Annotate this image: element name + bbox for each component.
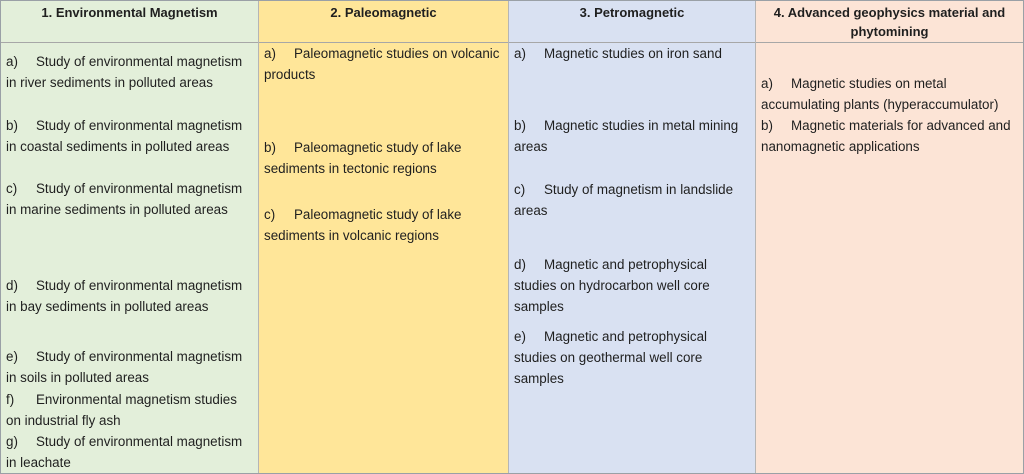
item-marker: b) [514, 118, 526, 133]
item-text: Magnetic studies on metal accumulating plants (hyperaccumulator) [761, 76, 999, 113]
item-text: Study of environmental magnetism in river sediments in polluted areas [6, 54, 243, 91]
item-marker: a) [514, 46, 526, 61]
column-environmental-magnetism [1, 1, 258, 473]
list-item [6, 275, 254, 317]
item-text: Magnetic studies on iron sand [544, 46, 722, 61]
item-text: Study of environmental magnetism in coastal sediments in polluted areas [6, 118, 243, 155]
list-item [6, 51, 254, 93]
item-text: Study of environmental magnetism in marine sediments in polluted areas [6, 181, 243, 218]
item-marker: b) [264, 140, 276, 155]
item-text: Paleomagnetic studies on volcanic products [264, 46, 500, 83]
item-marker: b) [6, 118, 18, 133]
item-marker: e) [514, 329, 526, 344]
item-marker: c) [6, 181, 18, 196]
item-text: Paleomagnetic study of lake sediments in volcanic regions [264, 207, 462, 244]
list-item [514, 254, 751, 318]
column-petromagnetic [508, 1, 755, 473]
list-item [264, 204, 504, 246]
item-text: Magnetic studies in metal mining areas [514, 118, 739, 155]
item-marker: a) [6, 54, 18, 69]
list-item [264, 137, 504, 179]
item-marker: c) [514, 182, 526, 197]
item-text: Magnetic and petrophysical studies on geothermal well core samples [514, 329, 708, 387]
list-item [761, 115, 1019, 157]
item-marker: d) [6, 278, 18, 293]
list-item [514, 179, 751, 221]
item-text: Study of environmental magnetism in bay sediments in polluted areas [6, 278, 243, 315]
list-item [264, 43, 504, 85]
item-marker: b) [761, 118, 773, 133]
item-marker: g) [6, 434, 18, 449]
column-header: 4. Advanced geophysics material and phytomining [756, 1, 1023, 43]
list-item [514, 43, 751, 64]
item-marker: c) [264, 207, 276, 222]
column-header: 1. Environmental Magnetism [1, 1, 258, 43]
list-item [6, 431, 254, 473]
column-paleomagnetic [258, 1, 508, 473]
item-text: Magnetic materials for advanced and nanomagnetic applications [761, 118, 1011, 155]
column-advanced-geophysics [755, 1, 1023, 473]
list-item [6, 389, 254, 431]
column-header: 2. Paleomagnetic [259, 1, 508, 43]
list-item [6, 178, 254, 220]
item-text: Study of environmental magnetism in leachate [6, 434, 243, 471]
item-text: Study of environmental magnetism in soils in polluted areas [6, 349, 243, 386]
list-item [514, 326, 751, 390]
list-item [6, 115, 254, 157]
item-marker: d) [514, 257, 526, 272]
list-item [761, 73, 1019, 115]
item-text: Paleomagnetic study of lake sediments in tectonic regions [264, 140, 462, 177]
column-header: 3. Petromagnetic [509, 1, 755, 43]
item-marker: e) [6, 349, 18, 364]
item-text: Study of magnetism in landslide areas [514, 182, 734, 219]
item-marker: a) [264, 46, 276, 61]
list-item [6, 346, 254, 388]
item-marker: f) [6, 392, 15, 407]
item-text: Environmental magnetism studies on industrial fly ash [6, 392, 237, 429]
item-text: Magnetic and petrophysical studies on hydrocarbon well core samples [514, 257, 710, 315]
list-item [514, 115, 751, 157]
item-marker: a) [761, 76, 773, 91]
